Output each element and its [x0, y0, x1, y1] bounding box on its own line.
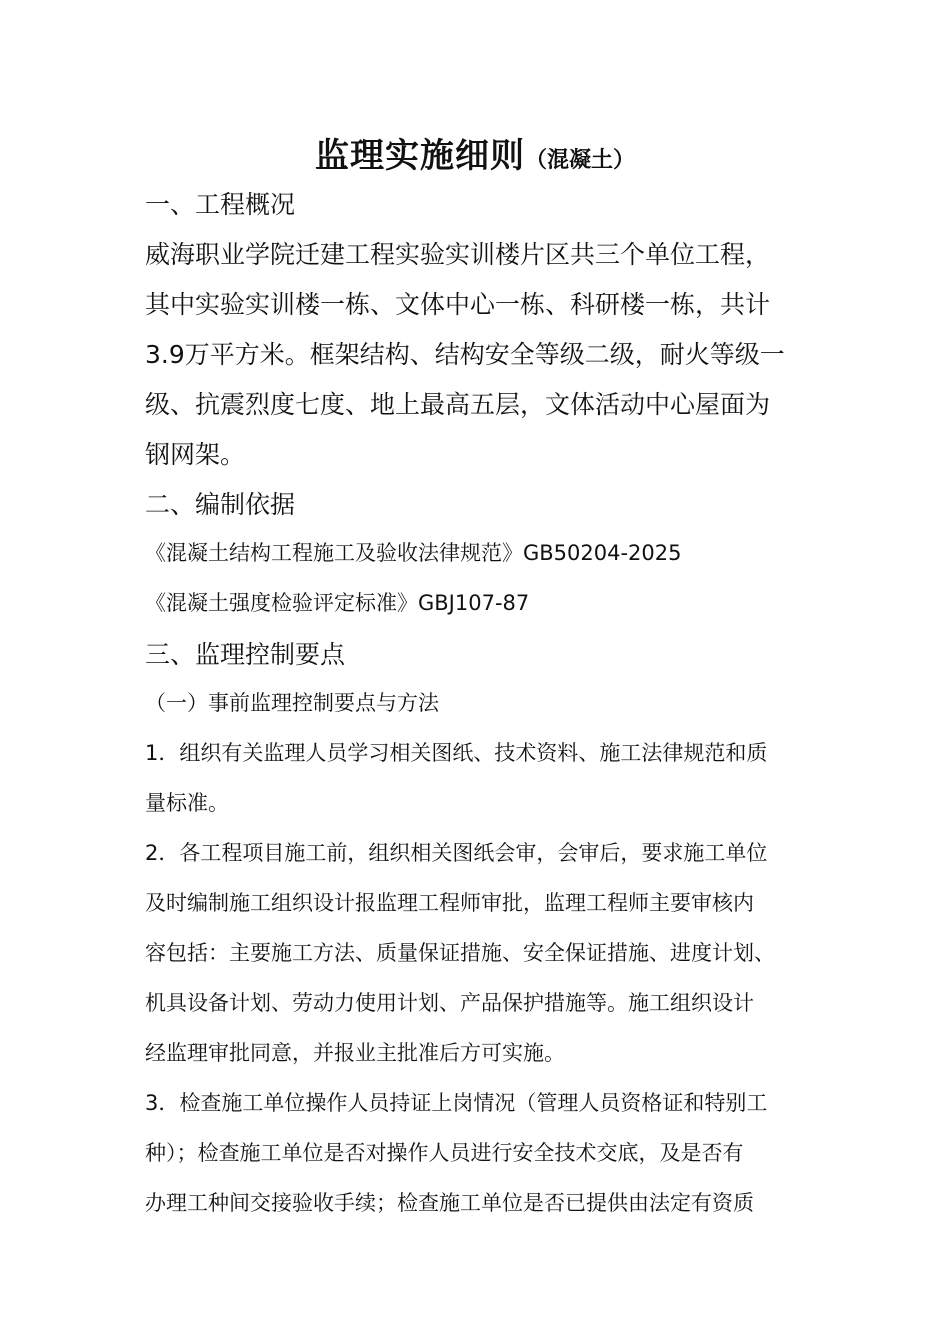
reference-line: 《混凝土结构工程施工及验收法律规范》GB50204-2025 [145, 541, 682, 565]
document-title [0, 128, 950, 177]
reference-line: 《混凝土强度检验评定标准》GBJ107-87 [145, 591, 530, 615]
title-suffix: （混凝土） [524, 148, 635, 173]
section-heading-overview: 一、工程概况 [145, 190, 296, 219]
paragraph-line: 机具设备计划、劳动力使用计划、产品保护措施等。施工组织设计 [145, 991, 754, 1015]
paragraph-line: 种）；检查施工单位是否对操作人员进行安全技术交底，及是否有 [145, 1141, 744, 1165]
paragraph-line: 2．各工程项目施工前，组织相关图纸会审，会审后，要求施工单位 [145, 841, 768, 865]
title-main: 监理实施细则 [314, 136, 525, 176]
paragraph-line: 办理工种间交接验收手续；检查施工单位是否已提供由法定有资质 [145, 1191, 754, 1215]
paragraph-line: 容包括：主要施工方法、质量保证措施、安全保证措施、进度计划、 [145, 941, 775, 965]
subsection-heading: （一）事前监理控制要点与方法 [145, 691, 439, 715]
paragraph-line: 3.9万平方米。框架结构、结构安全等级二级，耐火等级一 [145, 340, 785, 369]
paragraph-line: 量标准。 [145, 791, 229, 815]
paragraph-line: 及时编制施工组织设计报监理工程师审批，监理工程师主要审核内 [145, 891, 754, 915]
paragraph-line: 3．检查施工单位操作人员持证上岗情况（管理人员资格证和特别工 [145, 1091, 768, 1115]
paragraph-line: 经监理审批同意，并报业主批准后方可实施。 [145, 1041, 565, 1065]
paragraph-line: 钢网架。 [145, 440, 246, 469]
paragraph-line: 级、抗震烈度七度、地上最高五层，文体活动中心屋面为 [145, 390, 771, 419]
paragraph-line: 1．组织有关监理人员学习相关图纸、技术资料、施工法律规范和质 [145, 741, 768, 765]
paragraph-line: 威海职业学院迁建工程实验实训楼片区共三个单位工程， [145, 240, 771, 269]
section-heading-control: 三、监理控制要点 [145, 640, 346, 669]
section-heading-basis: 二、编制依据 [145, 490, 296, 519]
paragraph-line: 其中实验实训楼一栋、文体中心一栋、科研楼一栋，共计 [145, 290, 771, 319]
